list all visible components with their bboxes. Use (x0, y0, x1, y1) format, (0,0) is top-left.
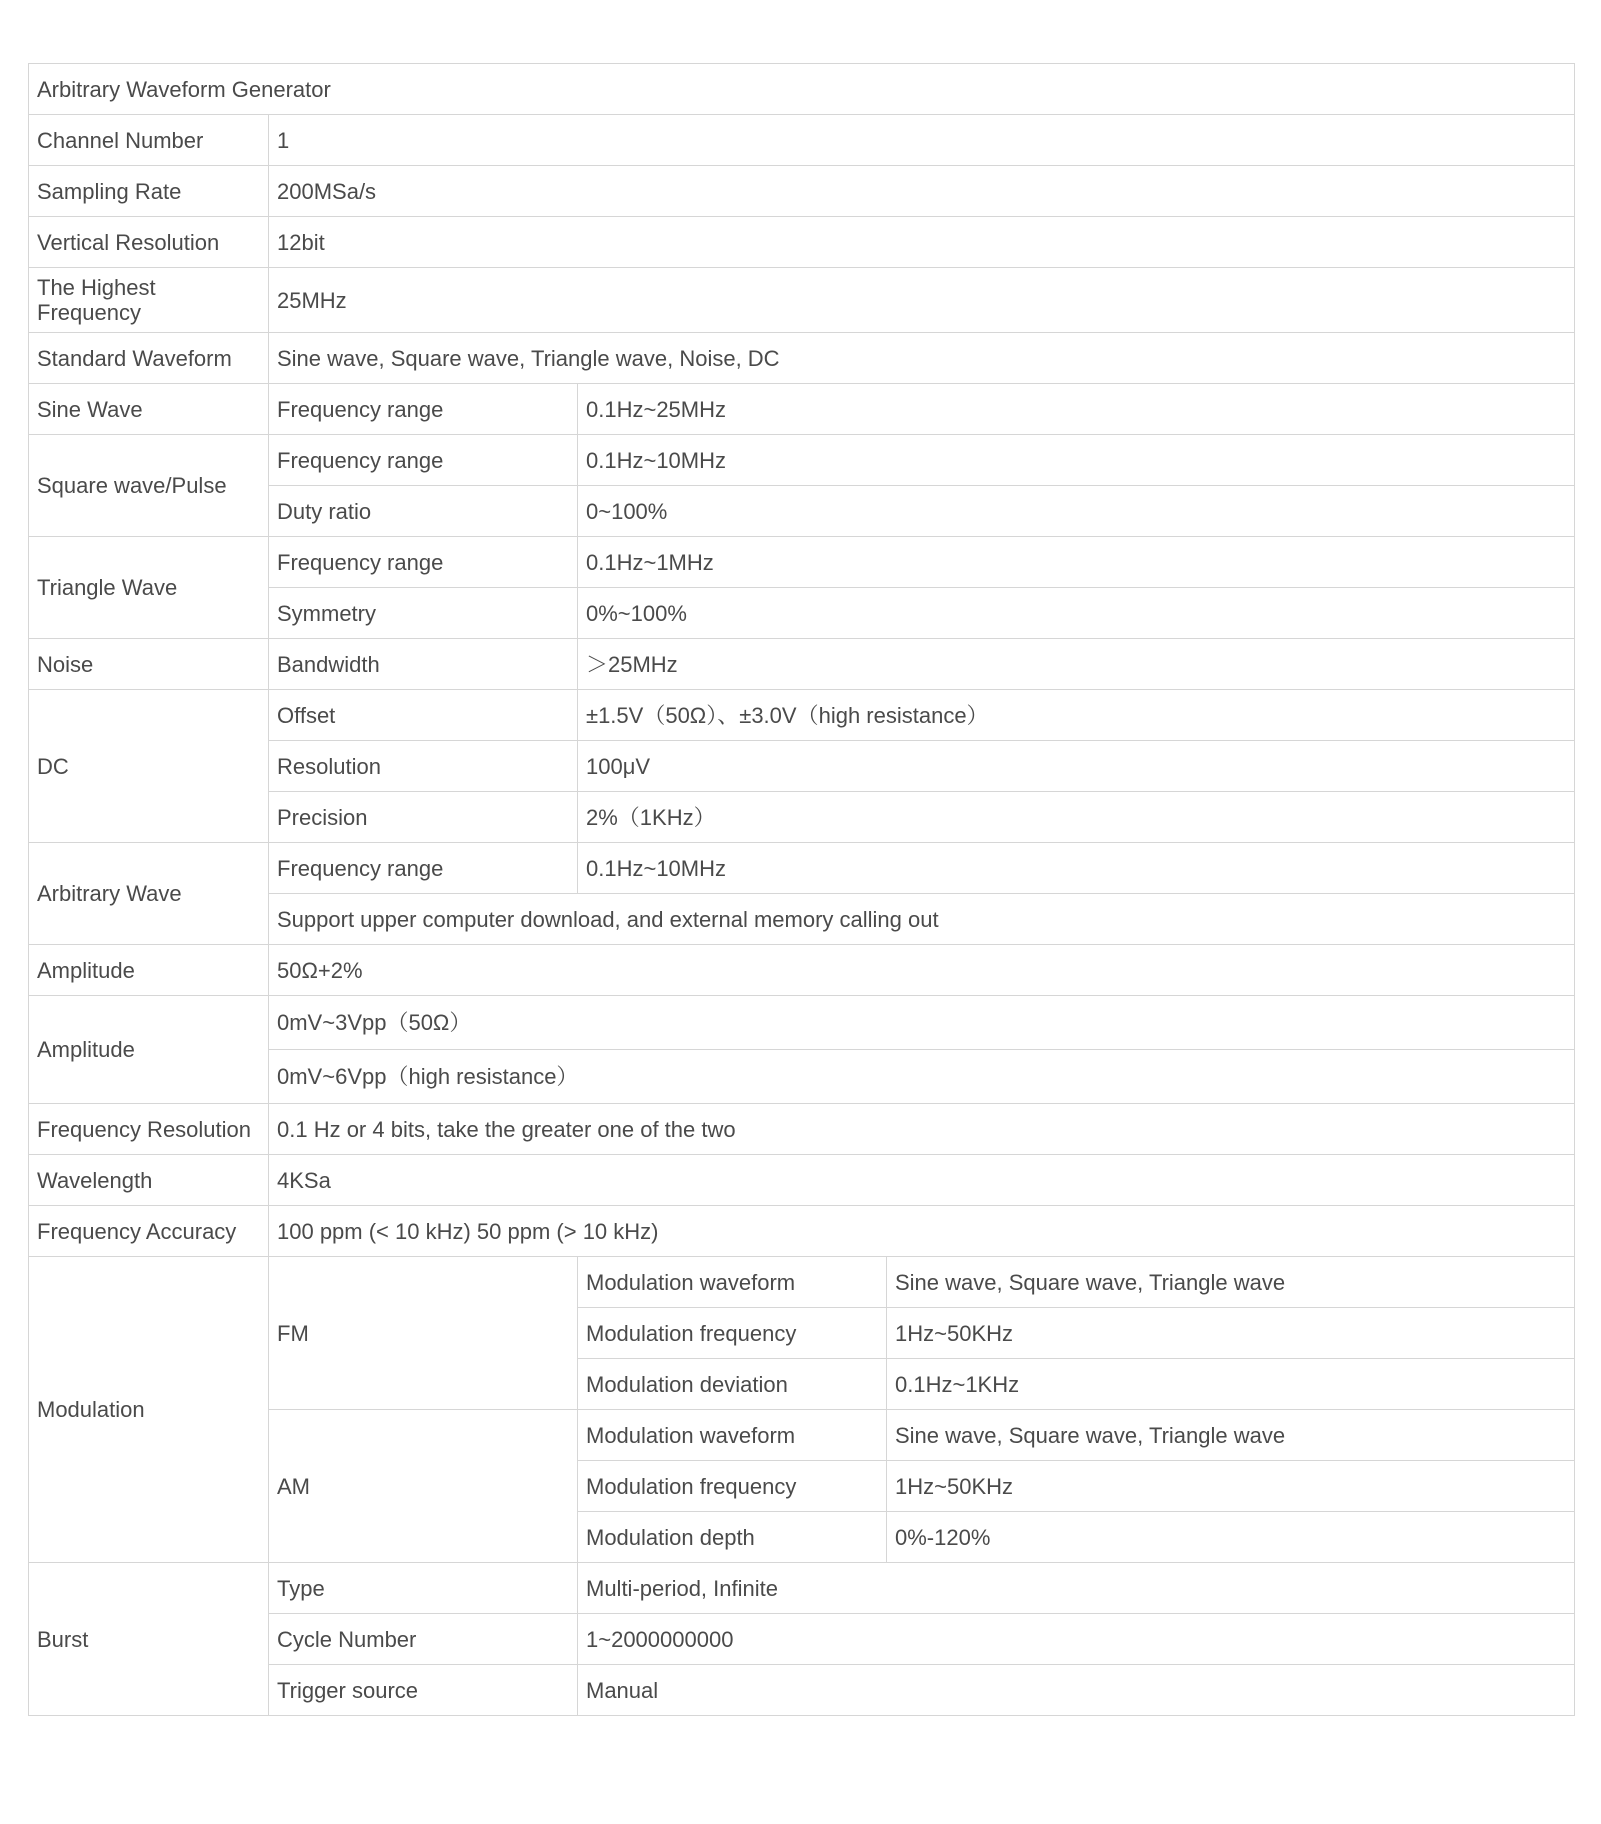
param-value: ±1.5V（50Ω）、±3.0V（high resistance） (578, 690, 1575, 741)
table-row (29, 996, 1575, 1050)
param-label: Modulation waveform (578, 1410, 887, 1461)
table-row (29, 1563, 1575, 1614)
param-value: 1Hz~50KHz (887, 1461, 1575, 1512)
param-value: 0%~100% (578, 588, 1575, 639)
param-label: Resolution (269, 741, 578, 792)
param-value: 2%（1KHz） (578, 792, 1575, 843)
param-value: Sine wave, Square wave, Triangle wave (887, 1410, 1575, 1461)
row-value: 1 (269, 115, 1575, 166)
table-row (29, 639, 1575, 690)
param-value: 0.1Hz~1KHz (887, 1359, 1575, 1410)
param-value: 0.1Hz~1MHz (578, 537, 1575, 588)
row-label: Triangle Wave (29, 537, 269, 639)
table-title: Arbitrary Waveform Generator (29, 64, 1575, 115)
row-label: Modulation (29, 1257, 269, 1563)
modulation-type-label: AM (269, 1410, 578, 1563)
row-label: The Highest Frequency (29, 268, 269, 333)
param-label: Trigger source (269, 1665, 578, 1716)
table-row (29, 166, 1575, 217)
row-value: 12bit (269, 217, 1575, 268)
param-label: Duty ratio (269, 486, 578, 537)
row-value: 0mV~3Vpp（50Ω） (269, 996, 1575, 1050)
row-label: DC (29, 690, 269, 843)
param-label: Frequency range (269, 843, 578, 894)
param-value: ＞25MHz (578, 639, 1575, 690)
param-label: Frequency range (269, 435, 578, 486)
table-row (29, 945, 1575, 996)
param-value: Multi-period, Infinite (578, 1563, 1575, 1614)
table-row (29, 435, 1575, 486)
row-label: Wavelength (29, 1155, 269, 1206)
param-value: Manual (578, 1665, 1575, 1716)
row-label: Sampling Rate (29, 166, 269, 217)
row-value: 4KSa (269, 1155, 1575, 1206)
spec-table (28, 63, 1575, 1716)
row-label: Noise (29, 639, 269, 690)
param-label: Bandwidth (269, 639, 578, 690)
table-row (29, 268, 1575, 333)
param-value: 0.1Hz~25MHz (578, 384, 1575, 435)
param-value: 0.1Hz~10MHz (578, 435, 1575, 486)
param-value: Sine wave, Square wave, Triangle wave (887, 1257, 1575, 1308)
table-row (29, 217, 1575, 268)
row-label: Sine Wave (29, 384, 269, 435)
row-value: 100 ppm (< 10 kHz) 50 ppm (> 10 kHz) (269, 1206, 1575, 1257)
row-label: Frequency Resolution (29, 1104, 269, 1155)
row-value: Sine wave, Square wave, Triangle wave, Noise, DC (269, 333, 1575, 384)
param-label: Modulation waveform (578, 1257, 887, 1308)
param-label: Frequency range (269, 384, 578, 435)
param-value: 0~100% (578, 486, 1575, 537)
table-row (29, 1257, 1575, 1308)
table-row (29, 64, 1575, 115)
table-row (29, 115, 1575, 166)
row-value: 0mV~6Vpp（high resistance） (269, 1050, 1575, 1104)
param-value: 100μV (578, 741, 1575, 792)
table-row (29, 843, 1575, 894)
row-label: Standard Waveform (29, 333, 269, 384)
param-value: 0%-120% (887, 1512, 1575, 1563)
param-label: Offset (269, 690, 578, 741)
param-value: 1Hz~50KHz (887, 1308, 1575, 1359)
table-row (29, 384, 1575, 435)
table-row (29, 1155, 1575, 1206)
row-value: 0.1 Hz or 4 bits, take the greater one of the two (269, 1104, 1575, 1155)
param-label: Modulation frequency (578, 1461, 887, 1512)
table-row (29, 1206, 1575, 1257)
row-label: Amplitude (29, 945, 269, 996)
modulation-type-label: FM (269, 1257, 578, 1410)
param-label: Modulation frequency (578, 1308, 887, 1359)
row-label: Vertical Resolution (29, 217, 269, 268)
table-row (29, 333, 1575, 384)
row-label: Frequency Accuracy (29, 1206, 269, 1257)
param-label: Precision (269, 792, 578, 843)
row-label: Square wave/Pulse (29, 435, 269, 537)
param-label: Cycle Number (269, 1614, 578, 1665)
param-value: 1~2000000000 (578, 1614, 1575, 1665)
row-value: 200MSa/s (269, 166, 1575, 217)
row-label: Arbitrary Wave (29, 843, 269, 945)
param-label: Symmetry (269, 588, 578, 639)
table-row (29, 1104, 1575, 1155)
param-note: Support upper computer download, and external memory calling out (269, 894, 1575, 945)
table-row (29, 690, 1575, 741)
row-value: 25MHz (269, 268, 1575, 333)
param-label: Modulation deviation (578, 1359, 887, 1410)
param-label: Modulation depth (578, 1512, 887, 1563)
param-label: Type (269, 1563, 578, 1614)
row-label: Burst (29, 1563, 269, 1716)
table-row (29, 537, 1575, 588)
row-value: 50Ω+2% (269, 945, 1575, 996)
param-value: 0.1Hz~10MHz (578, 843, 1575, 894)
param-label: Frequency range (269, 537, 578, 588)
row-label: Channel Number (29, 115, 269, 166)
row-label: Amplitude (29, 996, 269, 1104)
